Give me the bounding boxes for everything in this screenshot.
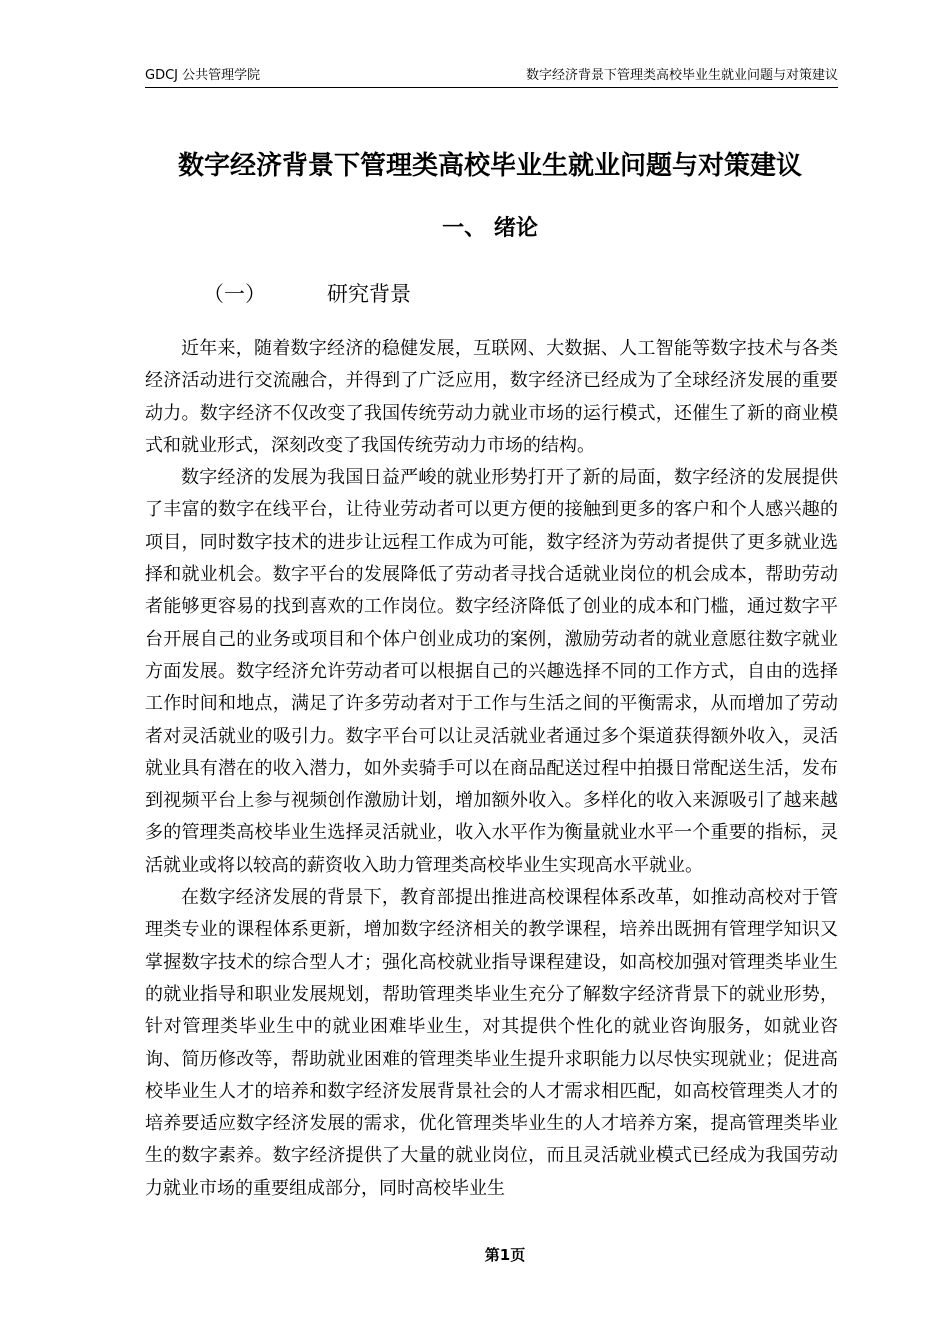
header-institution: GDCJ 公共管理学院 [145, 68, 261, 83]
subsection-title: 研究背景 [327, 282, 411, 306]
subsection-number: （一） [203, 282, 266, 306]
paragraph-1: 近年来，随着数字经济的稳健发展，互联网、大数据、人工智能等数字技术与各类经济活动进行交流融合，并得到了广泛应用，数字经济已经成为了全球经济发展的重要动力。数字经济不仅改变了我国传统劳动力就业市场的运行模式，还催生了新的商业模式和就业形式，深刻改变了我国传统劳动力市场的结构。 [145, 338, 838, 456]
page-number: 第1页 [484, 1246, 526, 1264]
page-header [145, 66, 838, 86]
header-rule [145, 87, 838, 88]
body-text [145, 333, 838, 1205]
section-heading: 一、 绪论 [442, 216, 538, 241]
document-title: 数字经济背景下管理类高校毕业生就业问题与对策建议 [177, 151, 802, 181]
header-running-title: 数字经济背景下管理类高校毕业生就业问题与对策建议 [525, 68, 838, 83]
paragraph-2: 数字经济的发展为我国日益严峻的就业形势打开了新的局面，数字经济的发展提供了丰富的数字在线平台，让待业劳动者可以更方便的接触到更多的客户和个人感兴趣的项目，同时数字技术的进步让远程工作成为可能，数字经济为劳动者提供了更多就业选择和就业机会。数字平台的发展降低了劳动者寻找合适就业岗位的机会成本，帮助劳动者能够更容易的找到喜欢的工作岗位。数字经济降低了创业的成本和门槛，通过数字平台开展自己的业务或项目和个体户创业成功的案例，激励劳动者的就业意愿往数字就业方面发展。数字经济允许劳动者可以根据自己的兴趣选择不同的工作方式，自由的选择工作时间和地点，满足了许多劳动者对于工作与生活之间的平衡需求，从而增加了劳动者对灵活就业的吸引力。数字平台可以让灵活就业者通过多个渠道获得额外收入，灵活就业具有潜在的收入潜力，如外卖骑手可以在商品配送过程中拍摄日常配送生活，发布到视频平台上参与视频创作激励计划，增加额外收入。多样化的收入来源吸引了越来越多的管理类高校毕业生选择灵活就业，收入水平作为衡量就业水平一个重要的指标，灵活就业或将以较高的薪资收入助力管理类高校毕业生实现高水平就业。 [145, 467, 838, 876]
paragraph-3: 在数字经济发展的背景下，教育部提出推进高校课程体系改革，如推动高校对于管理类专业的课程体系更新，增加数字经济相关的教学课程，培养出既拥有管理学知识又掌握数字技术的综合型人才；强化高校就业指导课程建设，如高校加强对管理类毕业生的就业指导和职业发展规划，帮助管理类毕业生充分了解数字经济背景下的就业形势，针对管理类毕业生中的就业困难毕业生，对其提供个性化的就业咨询服务，如就业咨询、简历修改等，帮助就业困难的管理类毕业生提升求职能力以尽快实现就业；促进高校毕业生人才的培养和数字经济发展背景社会的人才需求相匹配，如高校管理类人才的培养要适应数字经济发展的需求，优化管理类毕业生的人才培养方案，提高管理类毕业生的数字素养。数字经济提供了大量的就业岗位，而且灵活就业模式已经成为我国劳动力就业市场的重要组成部分，同时高校毕业生 [145, 887, 838, 1199]
